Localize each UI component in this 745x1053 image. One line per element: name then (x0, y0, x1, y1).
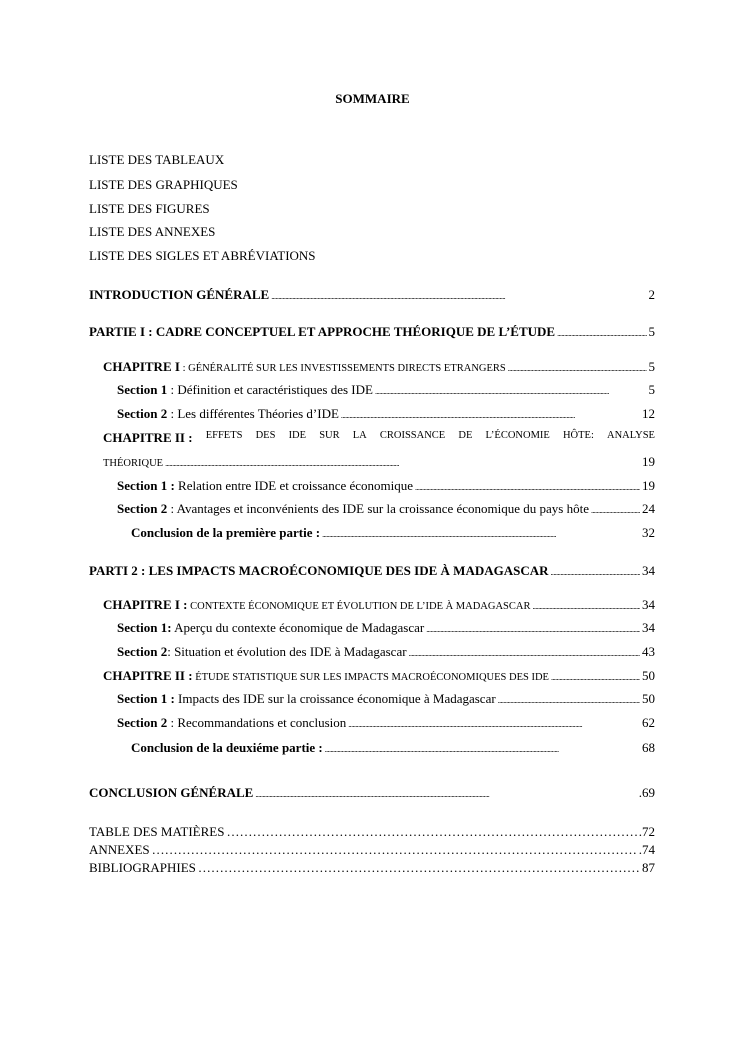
leader-dots (226, 824, 636, 840)
toc-prefix: CHAPITRE I (103, 359, 180, 374)
list-figures: LISTE DES FIGURES (89, 201, 210, 216)
toc-label: : Avantages et inconvénients des IDE sur la croissance économique du pays hôte (167, 501, 589, 516)
toc-p1-section-1 (117, 382, 655, 398)
toc-label: BIBLIOGRAPHIES (89, 860, 196, 875)
toc-page: 34 (642, 597, 655, 612)
toc-table-des-matieres (89, 824, 655, 840)
toc-page: 43 (642, 644, 655, 659)
toc-introduction (89, 287, 655, 303)
toc-page: 50 (642, 668, 655, 683)
toc-label: : GÉNÉRALITÉ SUR LES INVESTISSEMENTS DIRECTS ETRANGERS (179, 363, 506, 374)
leader-dots (415, 478, 640, 494)
toc-partie-1 (89, 324, 655, 340)
toc-p1-section-4 (117, 501, 655, 517)
leader-dots (375, 382, 647, 398)
toc-page: 24 (642, 501, 655, 516)
toc-label: : Recommandations et conclusion (167, 715, 347, 730)
leader-dots (165, 454, 640, 470)
toc-p1-conclusion (131, 525, 655, 541)
toc-page: 87 (642, 860, 655, 875)
toc-prefix: Section 2 (117, 644, 168, 659)
toc-page: 19 (642, 454, 655, 469)
toc-label: : Définition et caractéristiques des IDE (167, 382, 373, 397)
toc-page: 5 (648, 382, 655, 397)
leader-dots (551, 668, 640, 684)
toc-page: 5 (648, 324, 655, 339)
toc-p2-chapitre-1 (103, 597, 655, 613)
toc-page: 5 (648, 359, 655, 374)
toc-prefix: CHAPITRE II : (103, 430, 193, 445)
toc-label: ANNEXES (89, 842, 150, 857)
toc-prefix: CHAPITRE II : (103, 668, 193, 683)
list-graphiques: LISTE DES GRAPHIQUES (89, 177, 238, 192)
toc-page: .72 (638, 824, 655, 839)
toc-prefix: Section 1 : (117, 478, 175, 493)
leader-dots (348, 715, 640, 731)
toc-page: 12 (642, 406, 655, 421)
toc-page: 34 (642, 563, 655, 578)
leader-dots (271, 287, 646, 303)
toc-word: L’ÉCONOMIE (485, 430, 550, 441)
toc-label: Conclusion de la première partie : (131, 525, 321, 540)
toc-p2-section-1 (117, 620, 655, 636)
leader-dots (591, 501, 640, 517)
toc-page: 19 (642, 478, 655, 493)
toc-word: LA (352, 430, 367, 441)
toc-word: EFFETS (205, 430, 243, 441)
toc-label: INTRODUCTION GÉNÉRALE (89, 287, 270, 302)
toc-label: ÉTUDE STATISTIQUE SUR LES IMPACTS MACROÉCONOMIQUES DES IDE (192, 672, 549, 683)
toc-word: IDE (288, 430, 307, 441)
toc-label: Conclusion de la deuxiéme partie : (131, 740, 323, 755)
toc-p2-section-3 (117, 691, 655, 707)
toc-label: Impacts des IDE sur la croissance économique à Madagascar (174, 691, 496, 706)
leader-dots (341, 406, 640, 422)
toc-conclusion-generale (89, 785, 655, 801)
toc-page: 50 (642, 691, 655, 706)
leader-dots (322, 525, 640, 541)
toc-word: CROISSANCE (379, 430, 446, 441)
leader-dots (325, 740, 640, 756)
toc-word: HÔTE: (562, 430, 594, 441)
page-title: SOMMAIRE (335, 91, 410, 106)
toc-page: .74 (638, 842, 655, 857)
toc-p1-chapitre-2-line2 (103, 454, 655, 470)
leader-dots (152, 842, 637, 858)
toc-page: 34 (642, 620, 655, 635)
toc-label: TABLE DES MATIÈRES (89, 824, 225, 839)
toc-label: PARTI 2 : LES IMPACTS MACROÉCONOMIQUE DES IDE À MADAGASCAR (89, 563, 549, 578)
list-tableaux: LISTE DES TABLEAUX (89, 152, 225, 167)
toc-label: PARTIE I : CADRE CONCEPTUEL ET APPROCHE THÉORIQUE DE L’ÉTUDE (89, 324, 556, 339)
toc-p2-section-4 (117, 715, 655, 731)
leader-dots (551, 563, 640, 579)
toc-p2-chapitre-2 (103, 668, 655, 684)
toc-p1-section-3 (117, 478, 655, 494)
toc-partie-2 (89, 563, 655, 579)
leader-dots (409, 644, 640, 660)
toc-word: DES (255, 430, 276, 441)
toc-p1-chapitre-2-line1 (103, 430, 655, 446)
toc-label: CONCLUSION GÉNÉRALE (89, 785, 254, 800)
toc-page: 62 (642, 715, 655, 730)
leader-dots (533, 597, 641, 613)
toc-page: 2 (648, 287, 655, 302)
leader-dots (198, 860, 640, 876)
toc-label: : Situation et évolution des IDE à Madagascar (167, 644, 407, 659)
toc-word: ANALYSE (607, 430, 655, 441)
toc-annexes (89, 842, 655, 858)
toc-label: Relation entre IDE et croissance économique (174, 478, 414, 493)
toc-prefix: CHAPITRE I : (103, 597, 188, 612)
toc-word: DE (458, 430, 473, 441)
toc-prefix: Section 1 (117, 382, 168, 397)
toc-prefix: Section 1: (117, 620, 172, 635)
toc-p2-section-2 (117, 644, 655, 660)
toc-page: 68 (642, 740, 655, 755)
toc-label: THÉORIQUE (103, 458, 164, 469)
toc-label: Aperçu du contexte économique de Madagascar (171, 620, 425, 635)
toc-prefix: Section 2 (117, 715, 168, 730)
leader-dots (557, 324, 646, 340)
leader-dots (255, 785, 636, 801)
toc-p1-section-2 (117, 406, 655, 422)
toc-prefix: Section 2 (117, 501, 168, 516)
toc-label: : Les différentes Théories d’IDE (167, 406, 339, 421)
toc-bibliographies (89, 860, 655, 876)
toc-page: 32 (642, 525, 655, 540)
leader-dots (426, 620, 640, 636)
list-annexes: LISTE DES ANNEXES (89, 224, 216, 239)
toc-prefix: Section 2 (117, 406, 168, 421)
toc-p1-chapitre-1 (103, 359, 655, 375)
toc-page: .69 (638, 785, 655, 800)
toc-prefix: Section 1 : (117, 691, 175, 706)
leader-dots (498, 691, 640, 707)
toc-word: SUR (319, 430, 340, 441)
list-sigles: LISTE DES SIGLES ET ABRÉVIATIONS (89, 248, 316, 263)
leader-dots (508, 359, 647, 375)
toc-label: CONTEXTE ÉCONOMIQUE ET ÉVOLUTION DE L’IDE À MADAGASCAR (187, 601, 531, 612)
toc-p2-conclusion (131, 740, 655, 756)
